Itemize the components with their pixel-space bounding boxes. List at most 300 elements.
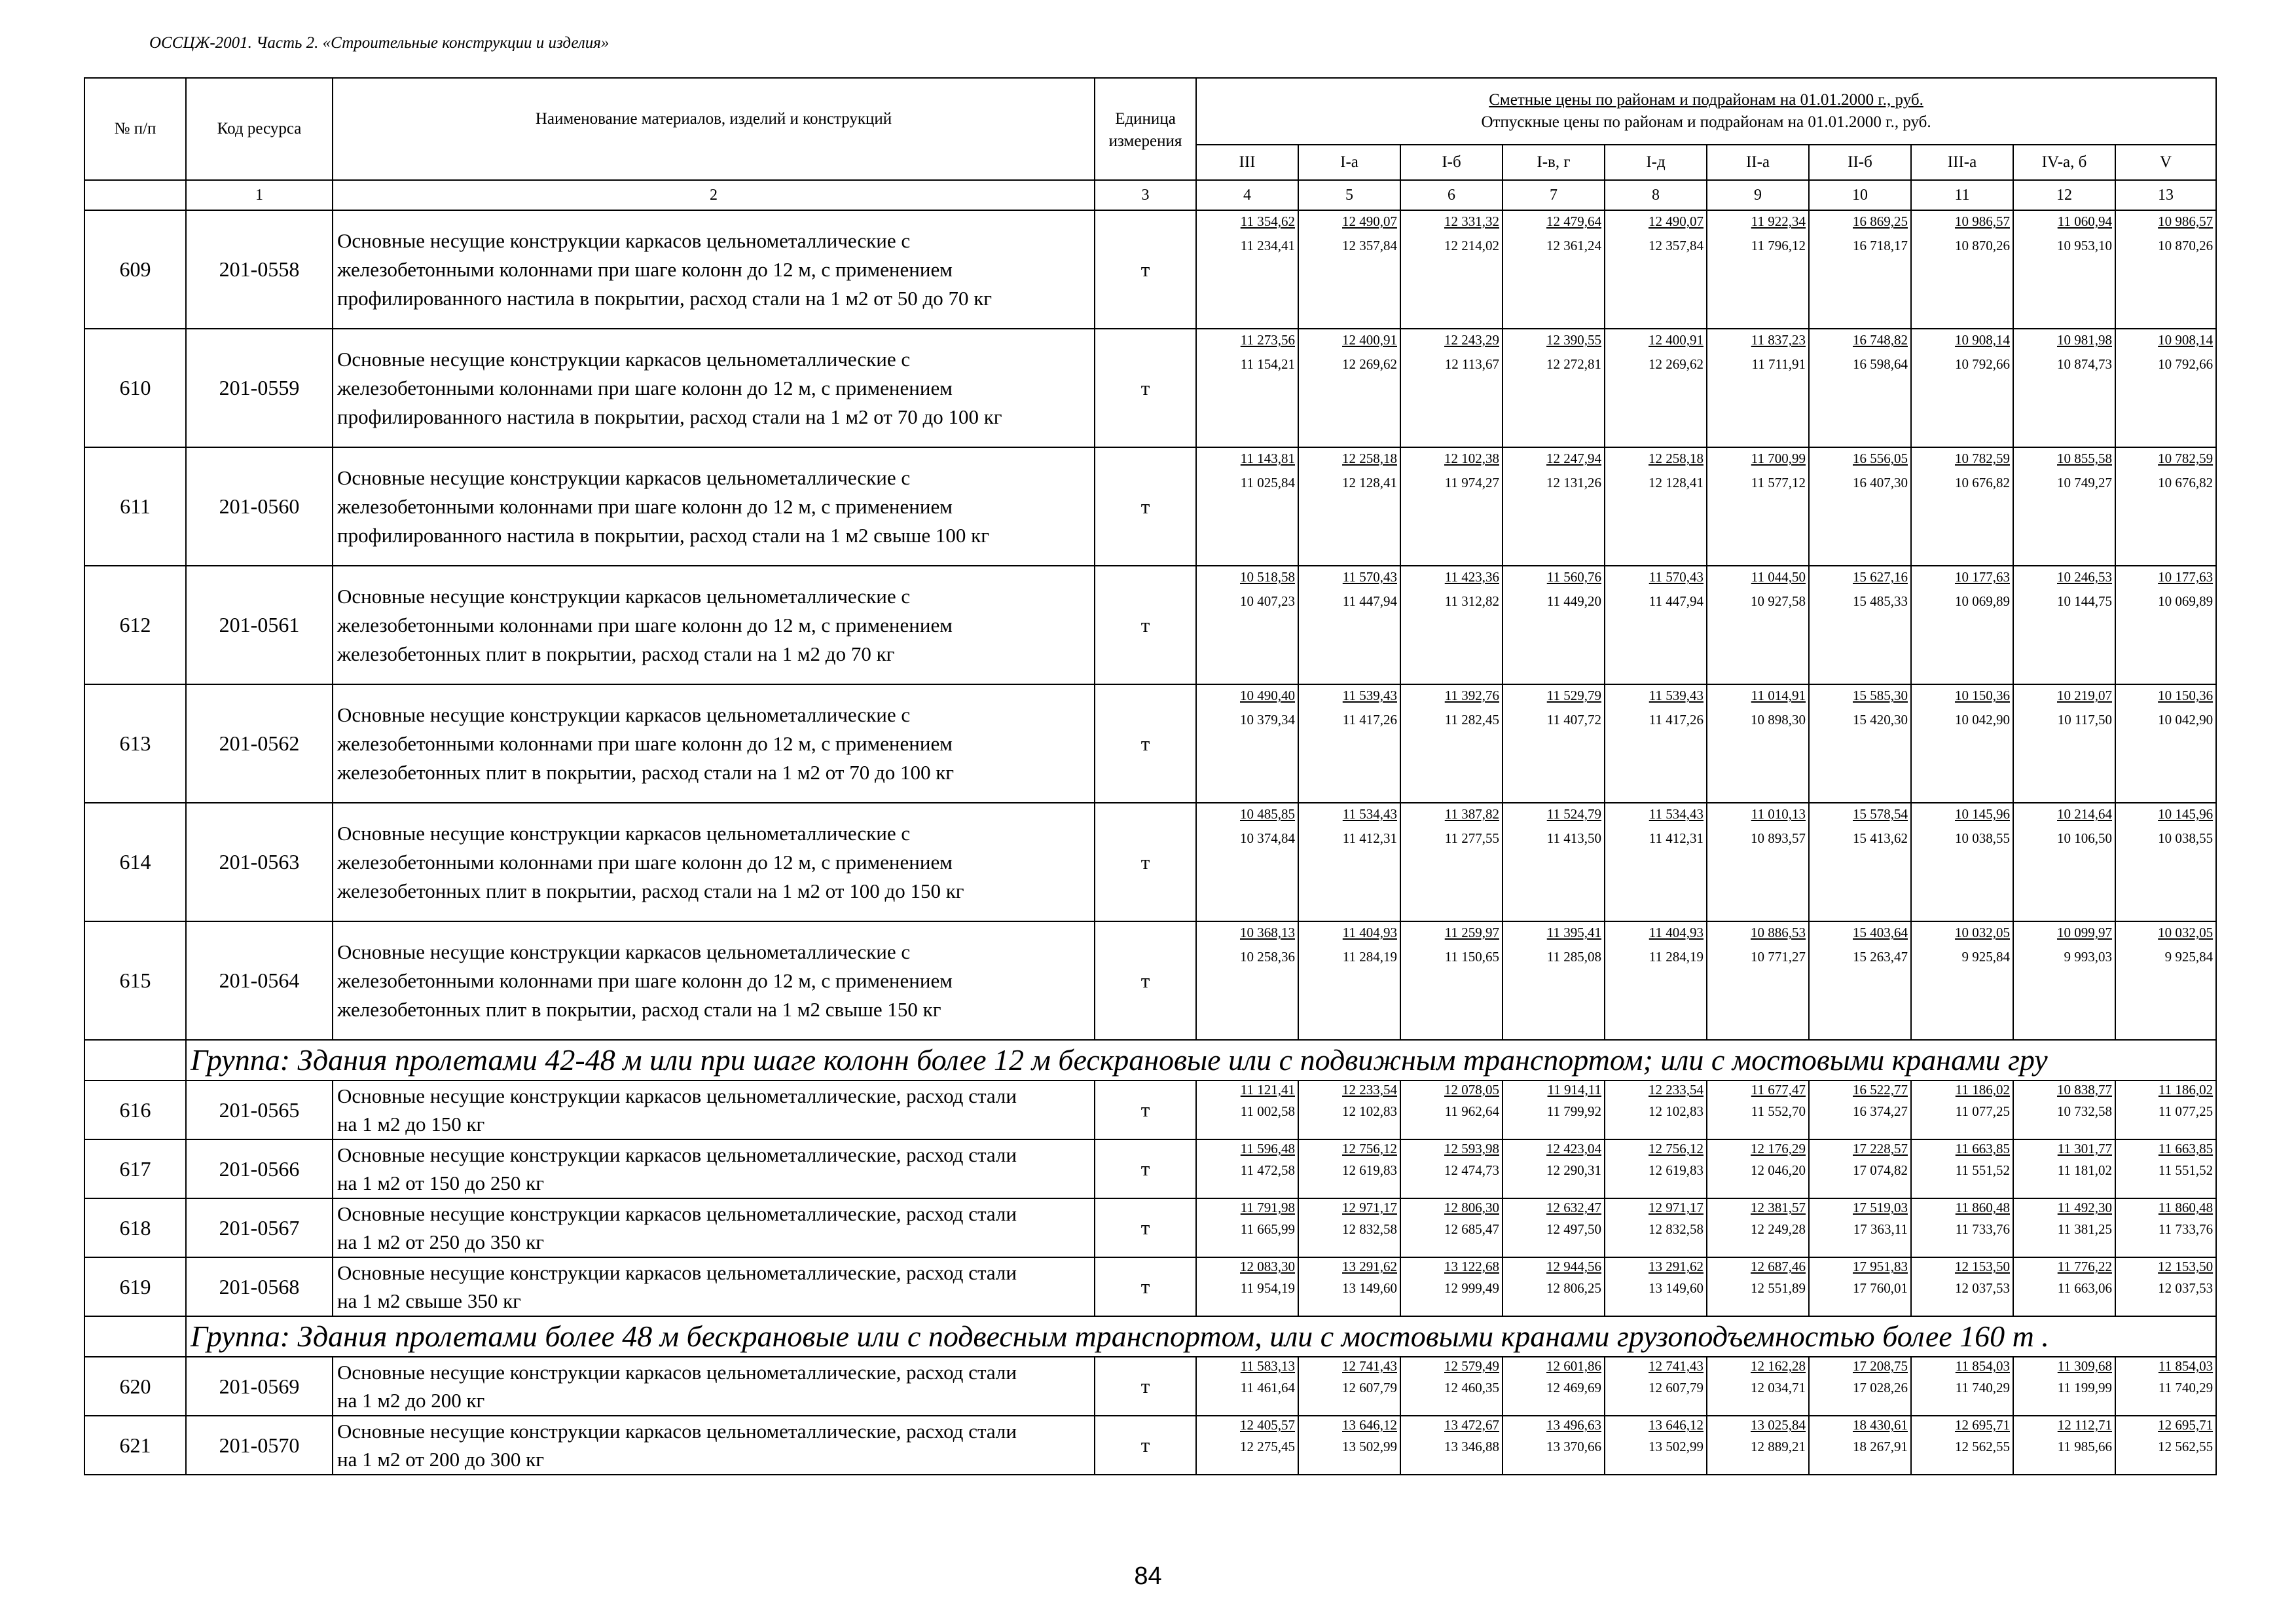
price-cell xyxy=(2013,1198,2115,1257)
price-cell xyxy=(1809,1198,1911,1257)
estimate-price: 12 112,71 xyxy=(2057,1417,2112,1433)
estimate-price: 11 854,03 xyxy=(2158,1358,2214,1374)
estimate-price: 10 032,05 xyxy=(1955,925,2010,940)
estimate-price: 11 354,62 xyxy=(1240,213,1295,229)
estimate-price: 12 258,18 xyxy=(1649,451,1704,466)
resource-code: 201-0558 xyxy=(186,210,333,329)
estimate-price: 11 404,93 xyxy=(1649,925,1704,940)
release-price: 11 077,25 xyxy=(1955,1103,2010,1119)
price-cell xyxy=(1911,803,2013,921)
estimate-price: 12 243,29 xyxy=(1444,332,1499,348)
resource-code: 201-0560 xyxy=(186,447,333,566)
estimate-price: 12 632,47 xyxy=(1546,1200,1601,1215)
price-cell xyxy=(2013,921,2115,1040)
estimate-price: 10 986,57 xyxy=(1955,213,2010,229)
estimate-price: 10 368,13 xyxy=(1240,925,1295,940)
release-price: 10 732,58 xyxy=(2057,1103,2112,1119)
release-price: 11 461,64 xyxy=(1240,1380,1295,1395)
release-price: 12 497,50 xyxy=(1546,1221,1601,1237)
row-number: 611 xyxy=(84,447,186,566)
column-number: 2 xyxy=(333,180,1095,210)
price-cell xyxy=(2115,684,2216,803)
estimate-price: 10 150,36 xyxy=(1955,688,2010,703)
table-row xyxy=(84,566,2216,684)
price-cell xyxy=(1707,210,1809,329)
release-price: 10 893,57 xyxy=(1751,830,1806,846)
estimate-price: 12 593,98 xyxy=(1444,1141,1499,1156)
price-cell xyxy=(1809,684,1911,803)
table-row xyxy=(84,447,2216,566)
price-cell xyxy=(1911,1416,2013,1475)
estimate-price: 10 177,63 xyxy=(1955,569,2010,585)
release-price: 11 284,19 xyxy=(1342,949,1397,965)
release-price: 12 889,21 xyxy=(1751,1439,1806,1454)
estimate-price: 11 837,23 xyxy=(1751,332,1806,348)
release-price: 10 042,90 xyxy=(1955,712,2010,728)
item-name-line: Основные несущие конструкции каркасов цельнометаллические, расход стали xyxy=(337,1261,1017,1284)
release-price: 10 953,10 xyxy=(2057,238,2112,253)
item-name-line: Основные несущие конструкции каркасов цельнометаллические с xyxy=(337,466,911,489)
estimate-price: 11 259,97 xyxy=(1444,925,1499,940)
header-region: V xyxy=(2115,145,2216,180)
price-cell xyxy=(1503,1416,1605,1475)
price-cell xyxy=(1911,921,2013,1040)
price-cell xyxy=(1707,1357,1809,1416)
estimate-price: 10 032,05 xyxy=(2158,925,2214,940)
column-number-empty xyxy=(84,180,186,210)
release-price: 12 619,83 xyxy=(1649,1162,1704,1178)
release-price: 9 925,84 xyxy=(1961,949,2010,965)
column-number: 10 xyxy=(1809,180,1911,210)
price-cell xyxy=(2115,1257,2216,1316)
column-number: 13 xyxy=(2115,180,2216,210)
price-cell xyxy=(1809,921,1911,1040)
release-price: 11 154,21 xyxy=(1240,356,1295,372)
item-name-line: профилированного настила в покрытии, расход стали на 1 м2 от 50 до 70 кг xyxy=(337,286,992,310)
price-cell xyxy=(1605,1416,1707,1475)
estimate-price: 11 570,43 xyxy=(1649,569,1704,585)
item-name xyxy=(333,921,1095,1040)
price-cell xyxy=(1605,1257,1707,1316)
price-cell xyxy=(1196,921,1298,1040)
estimate-price: 12 381,57 xyxy=(1751,1200,1806,1215)
price-cell xyxy=(2013,210,2115,329)
column-number: 4 xyxy=(1196,180,1298,210)
item-name-line: железобетонными колоннами при шаге колонн до 12 м, с применением xyxy=(337,613,953,637)
price-cell xyxy=(1298,803,1400,921)
header-prices-estimate: Сметные цены по районам и подрайонам на 01.01.2000 г., руб. xyxy=(1489,91,1923,109)
estimate-price: 12 233,54 xyxy=(1649,1082,1704,1098)
price-cell xyxy=(1605,447,1707,566)
estimate-price: 12 258,18 xyxy=(1342,451,1397,466)
release-price: 17 074,82 xyxy=(1853,1162,1908,1178)
resource-code: 201-0563 xyxy=(186,803,333,921)
estimate-price: 17 228,57 xyxy=(1853,1141,1908,1156)
price-cell xyxy=(1298,1139,1400,1198)
column-number: 5 xyxy=(1298,180,1400,210)
price-cell xyxy=(1911,1139,2013,1198)
estimate-price: 13 472,67 xyxy=(1444,1417,1499,1433)
estimate-price: 12 083,30 xyxy=(1240,1259,1295,1274)
estimate-price: 12 423,04 xyxy=(1546,1141,1601,1156)
price-cell xyxy=(1707,684,1809,803)
header-code: Код ресурса xyxy=(186,78,333,180)
price-cell xyxy=(1298,447,1400,566)
release-price: 12 474,73 xyxy=(1444,1162,1499,1178)
estimate-price: 11 860,48 xyxy=(2158,1200,2214,1215)
estimate-price: 11 010,13 xyxy=(1751,806,1806,822)
price-cell xyxy=(1400,1416,1503,1475)
release-price: 12 357,84 xyxy=(1342,238,1397,253)
price-cell xyxy=(1503,684,1605,803)
row-number: 621 xyxy=(84,1416,186,1475)
table-row xyxy=(84,210,2216,329)
column-number: 8 xyxy=(1605,180,1707,210)
estimate-price: 12 944,56 xyxy=(1546,1259,1601,1274)
resource-code: 201-0564 xyxy=(186,921,333,1040)
price-cell xyxy=(1809,566,1911,684)
item-name xyxy=(333,803,1095,921)
estimate-price: 12 756,12 xyxy=(1342,1141,1397,1156)
price-cell xyxy=(1196,684,1298,803)
estimate-price: 11 534,43 xyxy=(1649,806,1704,822)
release-price: 15 263,47 xyxy=(1853,949,1908,965)
estimate-price: 12 400,91 xyxy=(1342,332,1397,348)
release-price: 11 552,70 xyxy=(1751,1103,1806,1119)
estimate-price: 11 014,91 xyxy=(1751,688,1806,703)
group-empty-cell xyxy=(84,1316,186,1357)
estimate-price: 11 854,03 xyxy=(1955,1358,2010,1374)
price-cell xyxy=(1605,921,1707,1040)
estimate-price: 12 490,07 xyxy=(1649,213,1704,229)
price-cell xyxy=(1911,1080,2013,1139)
price-cell xyxy=(1298,684,1400,803)
item-name-line: железобетонными колоннами при шаге колонн до 12 м, с применением xyxy=(337,731,953,755)
price-cell xyxy=(1503,1080,1605,1139)
release-price: 11 413,50 xyxy=(1546,830,1601,846)
estimate-price: 11 186,02 xyxy=(1955,1082,2010,1098)
item-name-line: железобетонных плит в покрытии, расход стали на 1 м2 до 70 кг xyxy=(337,642,895,665)
page-number: 84 xyxy=(1134,1562,1162,1590)
unit: т xyxy=(1095,921,1196,1040)
price-cell xyxy=(2115,1416,2216,1475)
estimate-price: 11 570,43 xyxy=(1342,569,1397,585)
price-cell xyxy=(1605,566,1707,684)
price-cell xyxy=(1911,1198,2013,1257)
price-cell xyxy=(1400,1080,1503,1139)
estimate-price: 10 214,64 xyxy=(2057,806,2112,822)
release-price: 10 258,36 xyxy=(1240,949,1295,965)
unit: т xyxy=(1095,684,1196,803)
price-cell xyxy=(1605,1139,1707,1198)
item-name-line: на 1 м2 свыше 350 кг xyxy=(337,1289,521,1312)
table-row xyxy=(84,684,2216,803)
price-cell xyxy=(1911,447,2013,566)
item-name xyxy=(333,684,1095,803)
header-unit: Единица измерения xyxy=(1095,78,1196,180)
release-price: 11 472,58 xyxy=(1240,1162,1295,1178)
resource-code: 201-0568 xyxy=(186,1257,333,1316)
item-name xyxy=(333,566,1095,684)
column-number: 9 xyxy=(1707,180,1809,210)
estimate-price: 11 143,81 xyxy=(1240,451,1295,466)
row-number: 609 xyxy=(84,210,186,329)
unit: т xyxy=(1095,1357,1196,1416)
price-cell xyxy=(1707,447,1809,566)
release-price: 10 676,82 xyxy=(2158,475,2214,490)
column-number: 7 xyxy=(1503,180,1605,210)
column-number: 12 xyxy=(2013,180,2115,210)
release-price: 11 312,82 xyxy=(1444,593,1499,609)
price-cell xyxy=(1298,1357,1400,1416)
estimate-price: 12 490,07 xyxy=(1342,213,1397,229)
item-name-line: на 1 м2 от 150 до 250 кг xyxy=(337,1172,544,1194)
estimate-price: 12 233,54 xyxy=(1342,1082,1397,1098)
release-price: 11 665,99 xyxy=(1240,1221,1295,1237)
estimate-price: 13 122,68 xyxy=(1444,1259,1499,1274)
estimate-price: 12 153,50 xyxy=(1955,1259,2010,1274)
price-cell xyxy=(1298,566,1400,684)
release-price: 9 925,84 xyxy=(2164,949,2214,965)
release-price: 12 214,02 xyxy=(1444,238,1499,253)
group-title: Группа: Здания пролетами более 48 м бескрановые или с подвесным транспортом, или с мостовыми кранами грузоподъемностью более 160 т . xyxy=(186,1316,2216,1357)
price-cell xyxy=(1400,1198,1503,1257)
price-cell xyxy=(1196,803,1298,921)
item-name-line: профилированного настила в покрытии, расход стали на 1 м2 свыше 100 кг xyxy=(337,523,989,547)
price-cell xyxy=(1400,566,1503,684)
row-number: 610 xyxy=(84,329,186,447)
item-name-line: железобетонных плит в покрытии, расход стали на 1 м2 от 70 до 100 кг xyxy=(337,760,954,784)
price-cell xyxy=(2115,803,2216,921)
estimate-price: 10 886,53 xyxy=(1751,925,1806,940)
price-cell xyxy=(2013,566,2115,684)
release-price: 16 598,64 xyxy=(1853,356,1908,372)
estimate-price: 11 524,79 xyxy=(1546,806,1601,822)
estimate-price: 12 390,55 xyxy=(1546,332,1601,348)
estimate-price: 16 748,82 xyxy=(1853,332,1908,348)
resource-code: 201-0561 xyxy=(186,566,333,684)
release-price: 12 806,25 xyxy=(1546,1280,1601,1296)
item-name-line: железобетонными колоннами при шаге колонн до 12 м, с применением xyxy=(337,257,953,281)
release-price: 13 502,99 xyxy=(1342,1439,1397,1454)
estimate-price: 10 518,58 xyxy=(1240,569,1295,585)
estimate-price: 12 695,71 xyxy=(1955,1417,2010,1433)
resource-code: 201-0569 xyxy=(186,1357,333,1416)
resource-code: 201-0562 xyxy=(186,684,333,803)
item-name xyxy=(333,1198,1095,1257)
estimate-price: 12 695,71 xyxy=(2158,1417,2214,1433)
price-cell xyxy=(1911,210,2013,329)
release-price: 11 449,20 xyxy=(1546,593,1601,609)
estimate-price: 17 208,75 xyxy=(1853,1358,1908,1374)
estimate-price: 13 646,12 xyxy=(1649,1417,1704,1433)
release-price: 12 460,35 xyxy=(1444,1380,1499,1395)
price-cell xyxy=(1503,210,1605,329)
column-number: 3 xyxy=(1095,180,1196,210)
estimate-price: 12 601,86 xyxy=(1546,1358,1601,1374)
price-cell xyxy=(2013,803,2115,921)
price-cell xyxy=(1605,684,1707,803)
release-price: 11 417,26 xyxy=(1649,712,1704,728)
item-name-line: на 1 м2 до 200 кг xyxy=(337,1389,485,1412)
release-price: 11 974,27 xyxy=(1444,475,1499,490)
item-name-line: Основные несущие конструкции каркасов цельнометаллические с xyxy=(337,940,911,963)
header-region: I-б xyxy=(1400,145,1503,180)
price-cell xyxy=(1298,1080,1400,1139)
release-price: 11 711,91 xyxy=(1751,356,1806,372)
estimate-price: 11 186,02 xyxy=(2158,1082,2214,1098)
release-price: 12 269,62 xyxy=(1342,356,1397,372)
header-prices-release: Отпускные цены по районам и подрайонам на 01.01.2000 г., руб. xyxy=(1481,113,1931,131)
estimate-price: 12 741,43 xyxy=(1342,1358,1397,1374)
price-cell xyxy=(1196,329,1298,447)
price-cell xyxy=(1605,1357,1707,1416)
release-price: 12 832,58 xyxy=(1649,1221,1704,1237)
release-price: 11 285,08 xyxy=(1546,949,1601,965)
group-row xyxy=(84,1316,2216,1357)
item-name-line: Основные несущие конструкции каркасов цельнометаллические с xyxy=(337,584,911,608)
price-cell xyxy=(1298,1257,1400,1316)
price-cell xyxy=(1911,1257,2013,1316)
item-name-line: Основные несущие конструкции каркасов цельнометаллические, расход стали xyxy=(337,1084,1017,1107)
row-number: 613 xyxy=(84,684,186,803)
release-price: 11 381,25 xyxy=(2057,1221,2112,1237)
unit: т xyxy=(1095,1416,1196,1475)
unit: т xyxy=(1095,447,1196,566)
estimate-price: 11 534,43 xyxy=(1342,806,1397,822)
estimate-price: 10 908,14 xyxy=(2158,332,2214,348)
release-price: 10 771,27 xyxy=(1751,949,1806,965)
unit: т xyxy=(1095,803,1196,921)
release-price: 10 927,58 xyxy=(1751,593,1806,609)
price-cell xyxy=(1400,1357,1503,1416)
price-cell xyxy=(2115,1080,2216,1139)
estimate-price: 12 479,64 xyxy=(1546,213,1601,229)
release-price: 10 374,84 xyxy=(1240,830,1295,846)
estimate-price: 12 153,50 xyxy=(2158,1259,2214,1274)
item-name xyxy=(333,329,1095,447)
header-name: Наименование материалов, изделий и конструкций xyxy=(333,78,1095,180)
price-cell xyxy=(1196,566,1298,684)
release-price: 11 025,84 xyxy=(1240,475,1295,490)
item-name-line: профилированного настила в покрытии, расход стали на 1 м2 от 70 до 100 кг xyxy=(337,405,1002,428)
price-cell xyxy=(1503,803,1605,921)
price-cell xyxy=(1503,1198,1605,1257)
release-price: 11 282,45 xyxy=(1444,712,1499,728)
price-cell xyxy=(1707,803,1809,921)
estimate-price: 11 922,34 xyxy=(1751,213,1806,229)
column-number: 11 xyxy=(1911,180,2013,210)
table-row xyxy=(84,1416,2216,1475)
release-price: 10 870,26 xyxy=(1955,238,2010,253)
estimate-price: 10 490,40 xyxy=(1240,688,1295,703)
release-price: 15 413,62 xyxy=(1853,830,1908,846)
release-price: 10 106,50 xyxy=(2057,830,2112,846)
price-cell xyxy=(1298,329,1400,447)
estimate-price: 12 176,29 xyxy=(1751,1141,1806,1156)
item-name xyxy=(333,1139,1095,1198)
item-name-line: Основные несущие конструкции каркасов цельнометаллические с xyxy=(337,347,911,371)
estimate-price: 12 102,38 xyxy=(1444,451,1499,466)
price-cell xyxy=(1605,329,1707,447)
estimate-price: 11 663,85 xyxy=(1955,1141,2010,1156)
release-price: 12 102,83 xyxy=(1342,1103,1397,1119)
estimate-price: 15 403,64 xyxy=(1853,925,1908,940)
price-cell xyxy=(1503,921,1605,1040)
release-price: 12 685,47 xyxy=(1444,1221,1499,1237)
item-name-line: Основные несущие конструкции каркасов цельнометаллические, расход стали xyxy=(337,1420,1017,1443)
item-name-line: Основные несущие конструкции каркасов цельнометаллические с xyxy=(337,703,911,726)
release-price: 11 150,65 xyxy=(1444,949,1499,965)
resource-code: 201-0559 xyxy=(186,329,333,447)
release-price: 10 407,23 xyxy=(1240,593,1295,609)
estimate-price: 12 806,30 xyxy=(1444,1200,1499,1215)
price-cell xyxy=(2115,1139,2216,1198)
price-cell xyxy=(2013,447,2115,566)
price-cell xyxy=(1707,329,1809,447)
estimate-price: 10 145,96 xyxy=(1955,806,2010,822)
estimate-price: 11 529,79 xyxy=(1546,688,1601,703)
estimate-price: 16 522,77 xyxy=(1853,1082,1908,1098)
estimate-price: 11 395,41 xyxy=(1546,925,1601,940)
price-cell xyxy=(1911,329,2013,447)
unit: т xyxy=(1095,1257,1196,1316)
release-price: 11 985,66 xyxy=(2057,1439,2112,1454)
release-price: 11 447,94 xyxy=(1342,593,1397,609)
release-price: 11 551,52 xyxy=(1955,1162,2010,1178)
estimate-price: 12 331,32 xyxy=(1444,213,1499,229)
item-name-line: Основные несущие конструкции каркасов цельнометаллические с xyxy=(337,821,911,845)
price-cell xyxy=(2013,684,2115,803)
price-cell xyxy=(1400,803,1503,921)
column-number: 1 xyxy=(186,180,333,210)
price-cell xyxy=(1809,447,1911,566)
release-price: 12 832,58 xyxy=(1342,1221,1397,1237)
release-price: 13 346,88 xyxy=(1444,1439,1499,1454)
price-cell xyxy=(1809,210,1911,329)
release-price: 15 485,33 xyxy=(1853,593,1908,609)
release-price: 10 117,50 xyxy=(2057,712,2112,728)
header-region: II-а xyxy=(1707,145,1809,180)
release-price: 12 269,62 xyxy=(1649,356,1704,372)
header-region: I-в, г xyxy=(1503,145,1605,180)
release-price: 10 874,73 xyxy=(2057,356,2112,372)
estimate-price: 13 291,62 xyxy=(1342,1259,1397,1274)
group-empty-cell xyxy=(84,1040,186,1080)
estimate-price: 11 060,94 xyxy=(2057,213,2112,229)
price-cell xyxy=(1196,210,1298,329)
header-prices xyxy=(1196,78,2216,145)
price-cell xyxy=(1503,447,1605,566)
price-cell xyxy=(1298,921,1400,1040)
estimate-price: 10 150,36 xyxy=(2158,688,2214,703)
estimate-price: 16 556,05 xyxy=(1853,451,1908,466)
item-name-line: железобетонными колоннами при шаге колонн до 12 м, с применением xyxy=(337,494,953,518)
release-price: 11 447,94 xyxy=(1649,593,1704,609)
release-price: 11 962,64 xyxy=(1444,1103,1499,1119)
release-price: 11 234,41 xyxy=(1240,238,1295,253)
unit: т xyxy=(1095,1198,1196,1257)
estimate-price: 11 791,98 xyxy=(1240,1200,1295,1215)
release-price: 10 792,66 xyxy=(2158,356,2214,372)
estimate-price: 15 627,16 xyxy=(1853,569,1908,585)
price-cell xyxy=(2115,921,2216,1040)
price-cell xyxy=(1707,1139,1809,1198)
price-cell xyxy=(1809,1416,1911,1475)
price-cell xyxy=(2115,566,2216,684)
release-price: 12 607,79 xyxy=(1342,1380,1397,1395)
table-row xyxy=(84,1080,2216,1139)
